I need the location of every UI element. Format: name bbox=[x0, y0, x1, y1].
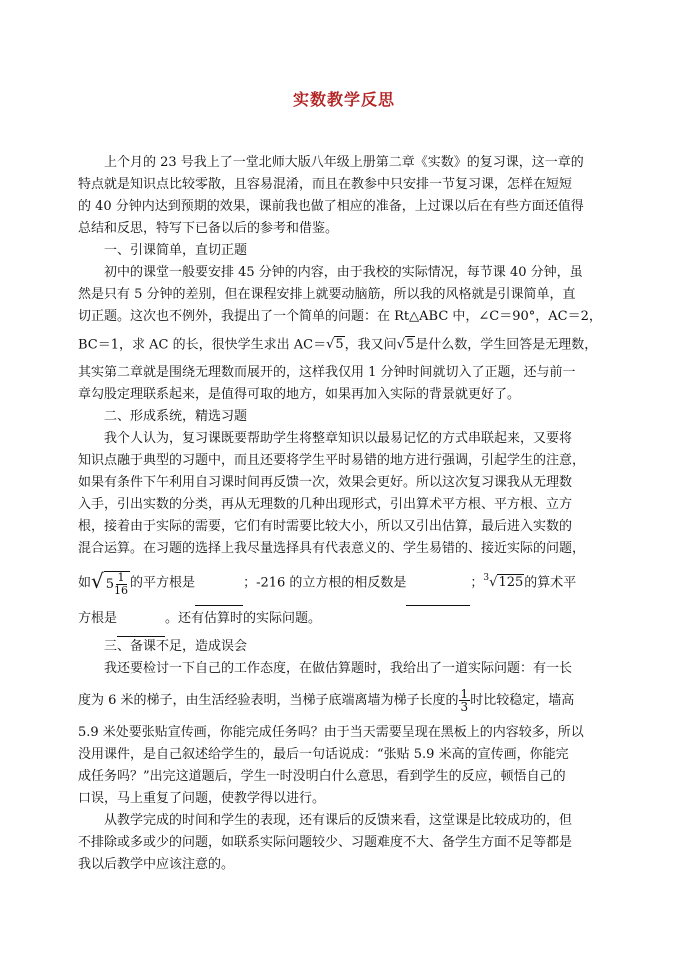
text-line: 成任务吗？”出完这道题后，学生一时没明白什么意思，看到学生的反应，顿悟自己的 bbox=[78, 769, 566, 784]
text-line: 5.9 米处要张贴宣传画，你能完成任务吗？由于当天需要呈现在黑板上的内容较多，所以 bbox=[78, 725, 584, 740]
text-line: 特点就是知识点比较零散，且容易混淆，而且在教参中只安排一节复习课，怎样在短短 bbox=[78, 177, 573, 192]
text-line-with-formula: 度为 6 米的梯子，由生活经验表明，当梯子底端离墙为梯子长度的 $\frac{1}{3}$ 时比较稳定，墙高 bbox=[78, 687, 575, 714]
text-line: 知识点融于典型的习题中，而且还要将学生平时易错的地方进行强调，引起学生的注意， bbox=[78, 453, 586, 468]
text-line: 从教学完成的时间和学生的表现，还有课后的反馈来看，这堂课是比较成功的，但 bbox=[104, 813, 573, 828]
document-title: 实数教学反思 bbox=[292, 90, 395, 109]
paragraph-intro bbox=[78, 152, 612, 240]
text-line: 总结和反思，特写下已备以后的参考和借鉴。 bbox=[78, 221, 339, 236]
fraction-formula: $\frac{1}{3}$ bbox=[460, 687, 469, 714]
answer-blank bbox=[406, 563, 470, 606]
paragraph-conclusion bbox=[78, 810, 612, 876]
text-line: 然是只有 5 分钟的差别，但在课程安排上就要动脑筋，所以我的风格就是引课简单，直 bbox=[78, 287, 576, 302]
section-heading-1: 一、引课简单，直切正题 bbox=[104, 243, 248, 258]
text-line: 不排除或多或少的问题，如联系实际问题较少、习题难度不大、备学生方面不足等都是 bbox=[78, 835, 573, 850]
text-line: 没用课件，是自己叙述给学生的，最后一句话说成：“张贴 5.9 米高的宣传画，你能完 bbox=[78, 747, 569, 762]
section-heading-3: 三、备课不足，造成误会 bbox=[104, 639, 248, 654]
paragraph-section-1 bbox=[78, 262, 612, 406]
text-line: 我还要检讨一下自己的工作态度，在做估算题时，我给出了一道实际问题：有一长 bbox=[104, 661, 573, 676]
text-line: 其实第二章就是围绕无理数而展开的，这样我仅用 1 分钟时间就切入了正题，还与前一 bbox=[78, 365, 576, 380]
sqrt-formula: √5 bbox=[326, 337, 344, 352]
text-line: 根，接着由于实际的需要，它们有时需要比较大小，所以又引出估算，最后进入实数的 bbox=[78, 519, 573, 534]
text-line-with-formula: BC＝1，求 AC 的长，很快学生求出 AC＝√5，我又问√5是什么数，学生回答是无理数， bbox=[78, 328, 612, 362]
paragraph-section-3 bbox=[78, 658, 612, 810]
cube-root-formula: $^3$√125 bbox=[483, 572, 524, 590]
document-body bbox=[78, 152, 612, 876]
answer-blank bbox=[117, 602, 165, 637]
sqrt-formula: √5 bbox=[396, 337, 415, 352]
text-line: 切正题。这次也不例外，我提出了一个简单的问题：在 Rt△ABC 中，∠C＝90°，AC＝2， bbox=[78, 309, 602, 324]
text-line: 如果有条件下午利用自习课时间再反馈一次，效果会更好。所以这次复习课我从无理数 bbox=[78, 475, 573, 490]
text-line: 我个人认为，复习课既要帮助学生将整章知识以最易记忆的方式串联起来，又要将 bbox=[104, 431, 573, 446]
text-line: 入手，引出实数的分类，再从无理数的几种出现形式，引出算术平方根、平方根、立方 bbox=[78, 497, 573, 512]
section-heading-2: 二、形成系统，精选习题 bbox=[104, 409, 248, 424]
text-line: 初中的课堂一般要安排 45 分钟的内容，由于我校的实际情况，每节课 40 分钟，虽 bbox=[104, 265, 583, 280]
answer-blank bbox=[195, 563, 243, 606]
sqrt-mixed-number-formula: √ 5 $\frac{1}{16}$ bbox=[91, 569, 129, 597]
text-line: 混合运算。在习题的选择上我尽量选择具有代表意义的、学生易错的、接近实际的问题， bbox=[78, 541, 586, 556]
text-line: 上个月的 23 号我上了一堂北师大版八年级上册第二章《实数》的复习课，这一章的 bbox=[104, 155, 584, 170]
paragraph-section-2 bbox=[78, 428, 612, 636]
text-line: 的 40 分钟内达到预期的效果，课前我也做了相应的准备，上过课以后在有些方面还值得 bbox=[78, 199, 584, 214]
text-line-with-formula: 如√ 5 $\frac{1}{16}$ 的平方根是 ；-216 的立方根的相反数是 ；$^3$√125的算术平 bbox=[78, 560, 612, 602]
text-line: 我以后教学中应该注意的。 bbox=[78, 857, 235, 872]
text-line: 章勾股定理联系起来，是值得可取的地方，如果再加入实际的背景就更好了。 bbox=[78, 387, 521, 402]
text-line: 口误，马上重复了问题，使教学得以进行。 bbox=[78, 791, 326, 806]
text-line: 方根是 。还有估算时的实际问题。 bbox=[78, 602, 612, 636]
